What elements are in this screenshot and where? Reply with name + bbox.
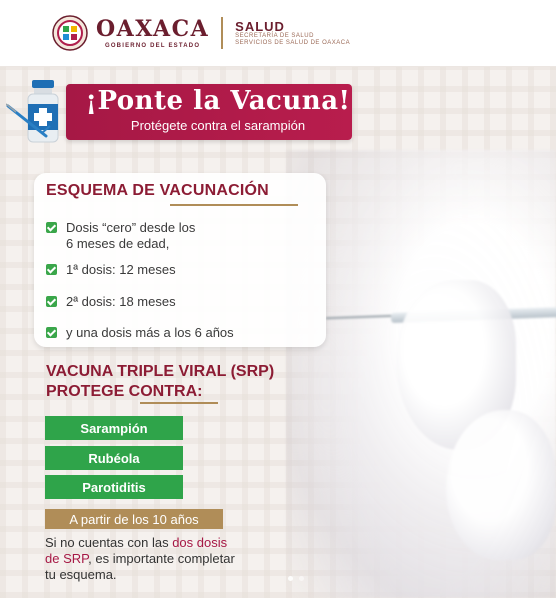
carousel-dot[interactable] — [288, 576, 293, 581]
note-accent: dos dosis de SRP — [45, 535, 228, 566]
oaxaca-logo-text — [96, 15, 210, 49]
schedule-title-underline — [170, 204, 298, 206]
banner-title: ¡Ponte la Vacuna! — [85, 86, 351, 116]
check-icon — [46, 296, 57, 307]
schedule-item-text: 2ª dosis: 18 meses — [66, 294, 176, 309]
schedule-item — [46, 262, 176, 278]
check-icon — [46, 222, 57, 233]
protege-underline — [140, 402, 218, 404]
gloved-hand-shape — [446, 410, 556, 560]
schedule-title: ESQUEMA DE VACUNACIÓN — [46, 182, 269, 199]
check-icon — [46, 327, 57, 338]
needle-shape — [326, 315, 396, 319]
note-text — [45, 535, 245, 583]
schedule-item — [46, 220, 195, 252]
schedule-item — [46, 294, 176, 310]
brand-name: OAXACA — [96, 15, 210, 42]
note-part-1: Si no cuentas con las — [45, 535, 173, 550]
carousel-dots[interactable] — [288, 576, 304, 581]
disease-badge: Sarampión — [45, 416, 183, 440]
vaccination-photo — [286, 150, 556, 598]
disease-badge: Parotiditis — [45, 475, 183, 499]
disease-badge: Rubéola — [45, 446, 183, 470]
age-badge: A partir de los 10 años — [45, 509, 223, 529]
vaccine-vial-icon — [6, 78, 84, 148]
salud-logo-text — [235, 20, 350, 47]
protege-heading — [46, 362, 274, 402]
schedule-item — [46, 325, 234, 341]
banner-subtitle: Protégete contra el sarampión — [130, 118, 306, 133]
brand-subtitle: GOBIERNO DEL ESTADO — [104, 42, 201, 49]
carousel-dot[interactable] — [299, 576, 304, 581]
note-part-2: , es importante completar tu esquema. — [45, 551, 235, 582]
oaxaca-seal-icon — [52, 15, 88, 51]
schedule-item-text: Dosis “cero” desde los — [66, 220, 196, 235]
salud-title: SALUD — [235, 18, 285, 34]
protege-line-1: VACUNA TRIPLE VIRAL (SRP) — [46, 363, 275, 380]
schedule-item-text: y una dosis más a los 6 años — [66, 325, 234, 340]
header — [0, 0, 556, 66]
header-border — [0, 66, 556, 67]
schedule-item-text: 6 meses de edad, — [66, 236, 170, 251]
schedule-item-text: 1ª dosis: 12 meses — [66, 262, 176, 277]
header-divider — [221, 17, 223, 49]
salud-line-1: SECRETARÍA DE SALUD — [235, 32, 314, 39]
protege-line-2: PROTEGE CONTRA: — [46, 383, 203, 400]
check-icon — [46, 264, 57, 275]
salud-line-2: SERVICIOS DE SALUD DE OAXACA — [235, 39, 351, 46]
